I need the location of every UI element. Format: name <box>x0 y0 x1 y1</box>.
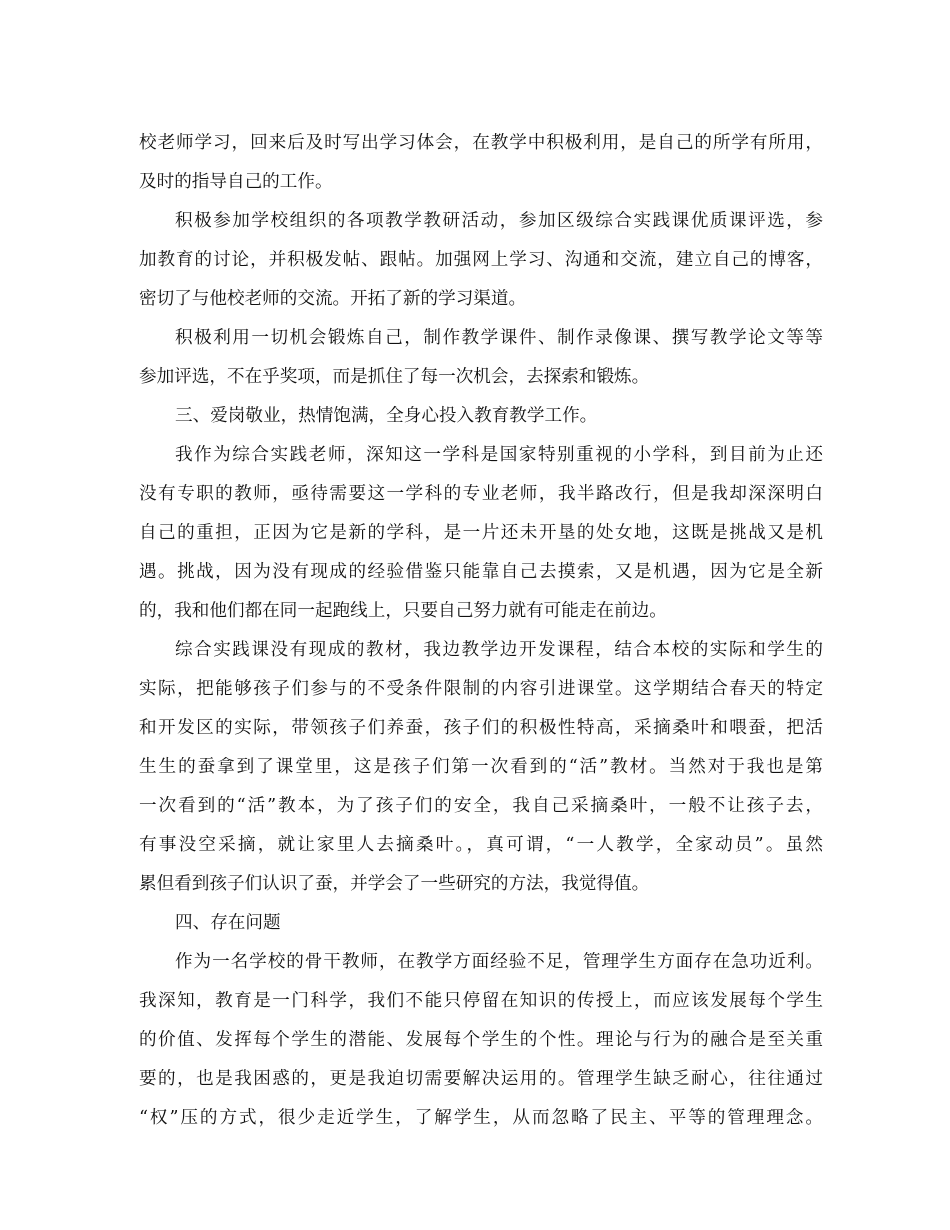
text-line: 加教育的讨论，并积极发帖、跟帖。加强网上学习、沟通和交流，建立自己的博客， <box>139 250 823 270</box>
text-line: 和开发区的实际，带领孩子们养蚕，孩子们的积极性特高，采摘桑叶和喂蚕，把活 <box>139 718 823 738</box>
text-line: 遇。挑战，因为没有现成的经验借鉴只能靠自己去摸索，又是机遇，因为它是全新 <box>139 562 823 582</box>
text-line: 我作为综合实践老师，深知这一学科是国家特别重视的小学科，到目前为止还 <box>175 445 823 465</box>
text-line: 密切了与他校老师的交流。开拓了新的学习渠道。 <box>139 289 527 309</box>
text-line: 累但看到孩子们认识了蚕，并学会了一些研究的方法，我觉得值。 <box>139 874 650 894</box>
text-line: 参加评选，不在乎奖项，而是抓住了每一次机会，去探索和锻炼。 <box>139 367 650 387</box>
text-line: 的，我和他们都在同一起跑线上，只要自己努力就有可能走在前边。 <box>139 601 667 621</box>
text-line: 一次看到的“活”教本，为了孩子们的安全，我自己采摘桑叶，一般不让孩子去， <box>139 796 823 816</box>
text-line: 积极参加学校组织的各项教学教研活动，参加区级综合实践课优质课评选，参 <box>175 211 823 231</box>
text-line: 没有专职的教师，亟待需要这一学科的专业老师，我半路改行，但是我却深深明白 <box>139 484 823 504</box>
text-line: 综合实践课没有现成的教材，我边教学边开发课程，结合本校的实际和学生的 <box>175 640 823 660</box>
document-page <box>139 124 823 1138</box>
text-line: 有事没空采摘，就让家里人去摘桑叶。，真可谓，“一人教学，全家动员”。虽然 <box>139 835 823 855</box>
text-line: 及时的指导自己的工作。 <box>139 172 333 192</box>
text-line: 的价值、发挥每个学生的潜能、发展每个学生的个性。理论与行为的融合是至关重 <box>139 1030 823 1050</box>
text-line: 四、存在问题 <box>175 913 281 933</box>
text-line: 要的，也是我困惑的，更是我迫切需要解决运用的。管理学生缺乏耐心，往往通过 <box>139 1069 823 1089</box>
text-line: 校老师学习，回来后及时写出学习体会，在教学中积极利用，是自己的所学有所用， <box>139 133 823 153</box>
text-line: 三、爱岗敬业，热情饱满，全身心投入教育教学工作。 <box>175 406 598 426</box>
text-line: 自己的重担，正因为它是新的学科，是一片还未开垦的处女地，这既是挑战又是机 <box>139 523 823 543</box>
text-line: 积极利用一切机会锻炼自己，制作教学课件、制作录像课、撰写教学论文等等 <box>175 328 823 348</box>
text-line: 我深知，教育是一门科学，我们不能只停留在知识的传授上，而应该发展每个学生 <box>139 991 823 1011</box>
text-line: 作为一名学校的骨干教师，在教学方面经验不足，管理学生方面存在急功近利。 <box>175 952 823 972</box>
text-line: 生生的蚕拿到了课堂里，这是孩子们第一次看到的“活”教材。当然对于我也是第 <box>139 757 823 777</box>
text-line: 实际，把能够孩子们参与的不受条件限制的内容引进课堂。这学期结合春天的特定 <box>139 679 823 699</box>
text-line: “权”压的方式，很少走近学生，了解学生，从而忽略了民主、平等的管理理念。 <box>139 1108 823 1128</box>
